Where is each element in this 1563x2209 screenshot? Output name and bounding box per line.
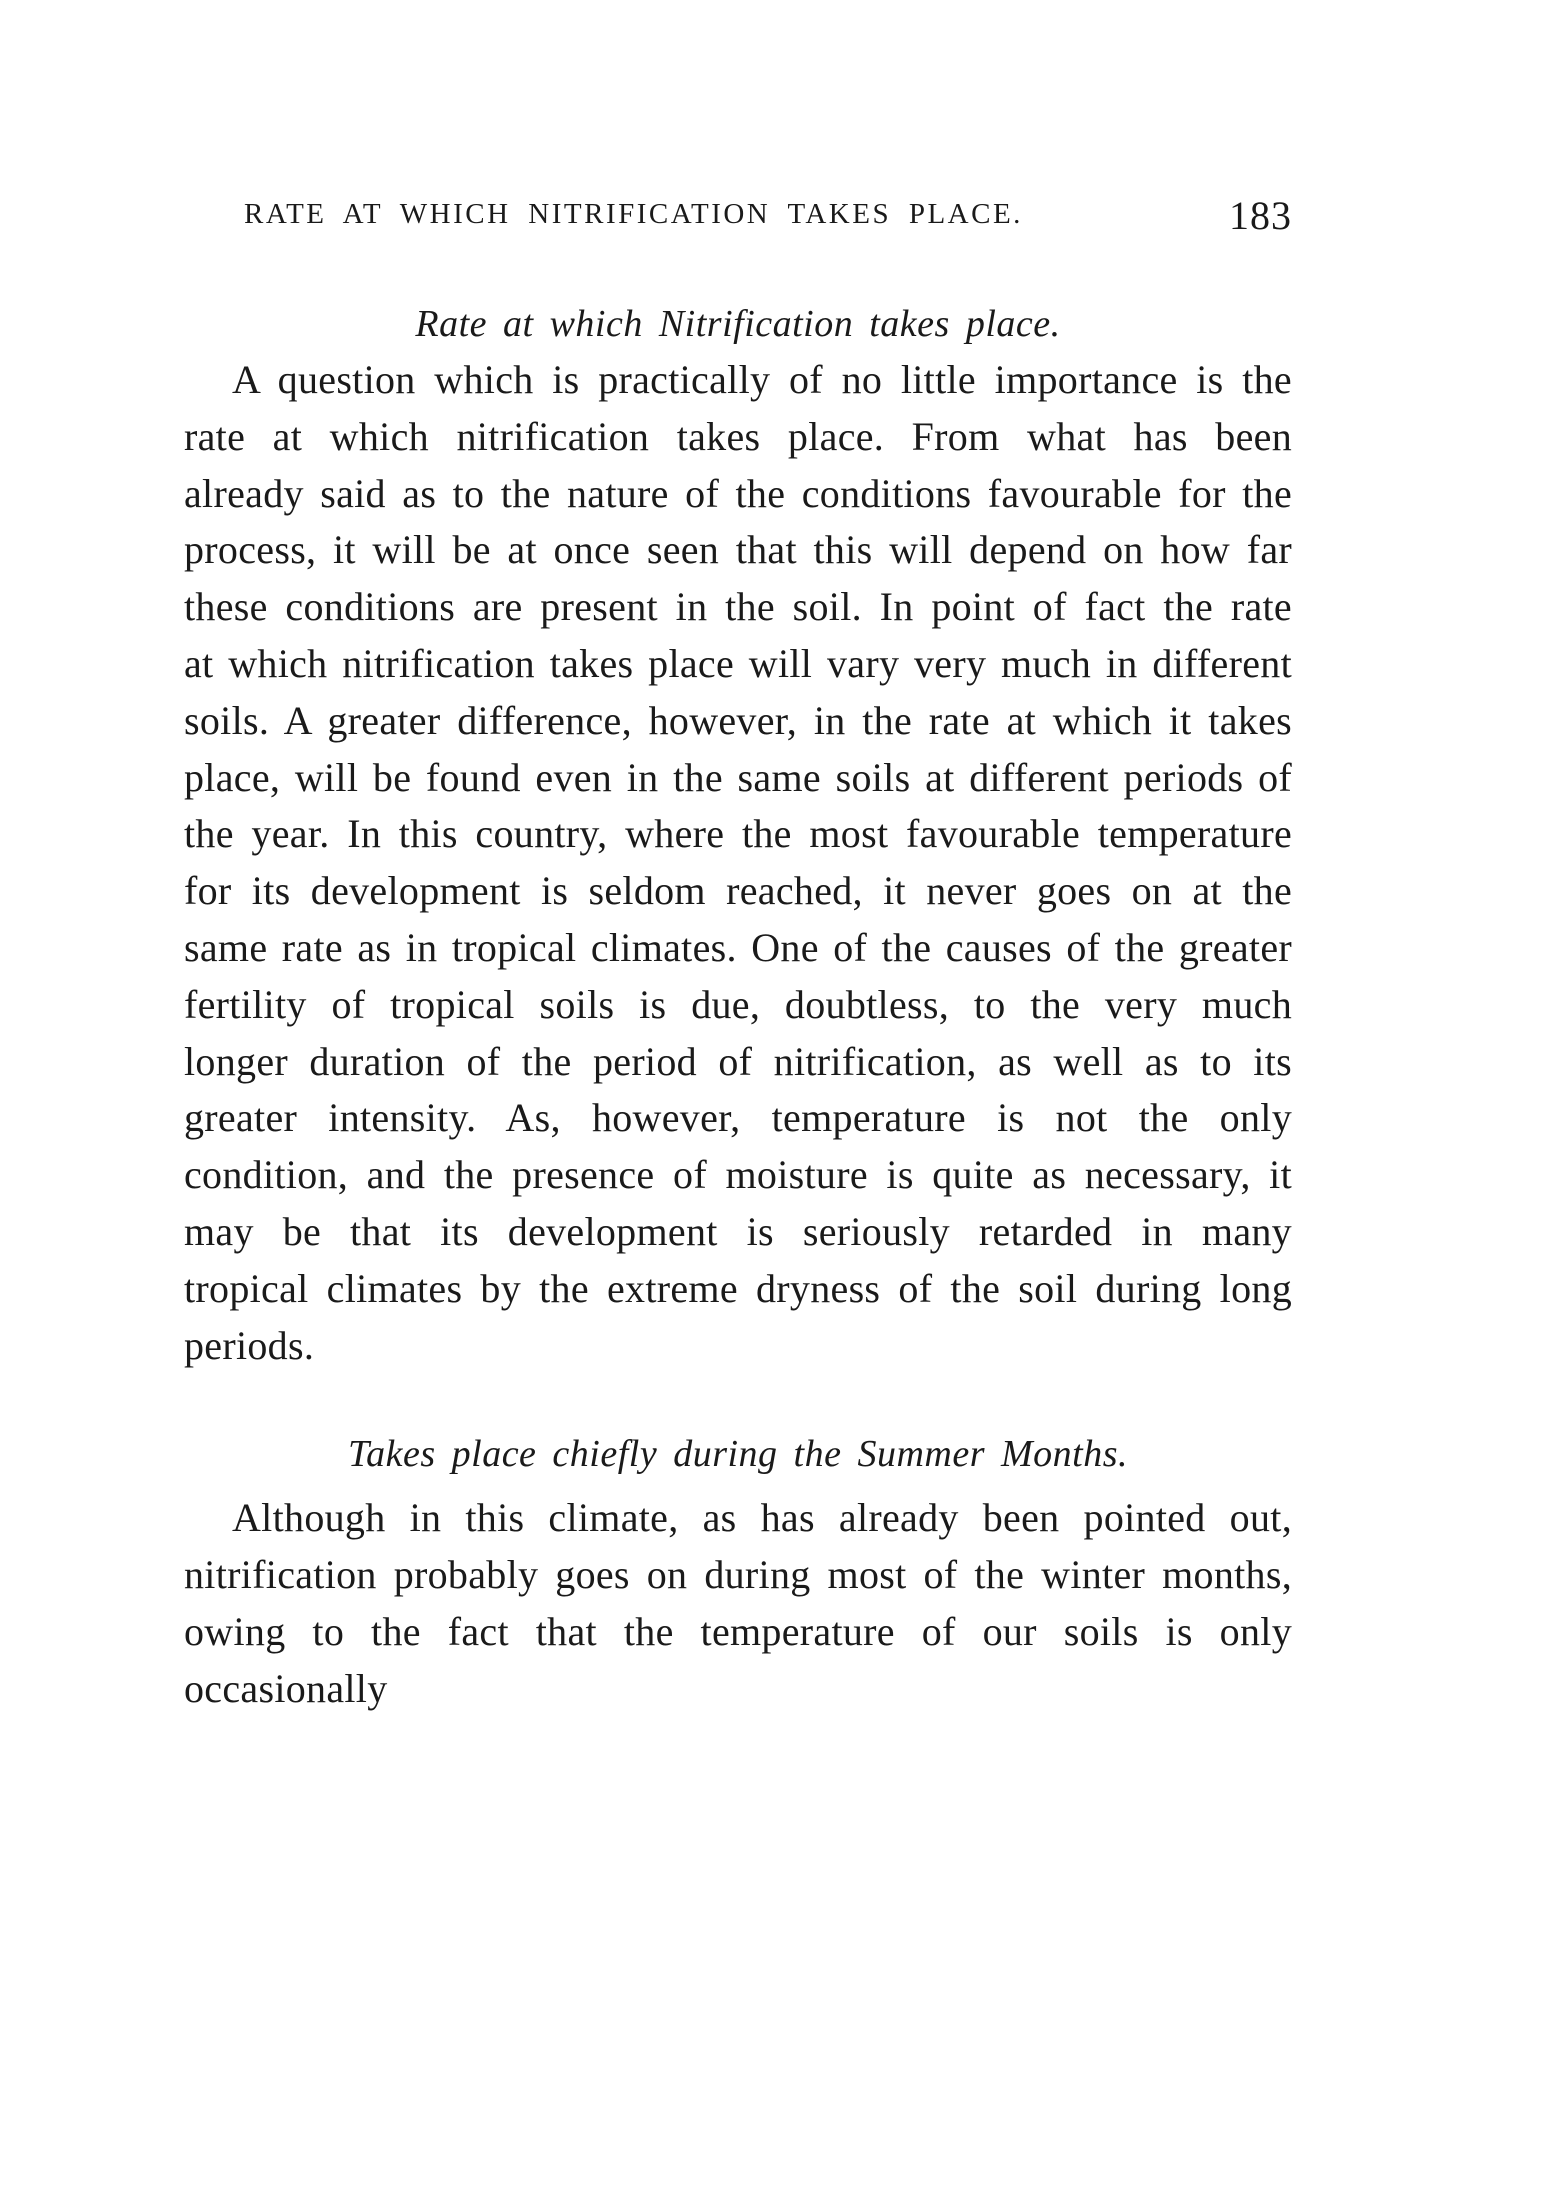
section-heading-rate: Rate at which Nitrification takes place.	[415, 303, 1061, 345]
paragraph-summer: Although in this climate, as has already been pointed out, nitrification probably goes on during most of the winter months, owing to the fact that the temperature of our soils is only occasionally	[184, 1495, 1292, 1711]
page-number: 183	[1229, 193, 1292, 238]
paragraph-rate: A question which is practically of no little importance is the rate at which nitrification takes place. From what has been already said as to the nature of the conditions favourable for the process, it will be at once seen that this will depend on how far these conditions are present in the soil. In point of fact the rate at which nitrification takes place will vary very much in different soils. A greater difference, however, in the rate at which it takes place, will be found even in the same soils at different periods of the year. In this country, where the most favourable temperature for its development is seldom reached, it never goes on at the same rate as in tropical climates. One of the causes of the greater fertility of tropical soils is due, doubtless, to the very much longer duration of the period of nitrification, as well as to its greater intensity. As, however, temperature is not the only condition, and the presence of moisture is quite as necessary, it may be that its development is seriously retarded in many tropical climates by the extreme dryness of the soil during long periods.	[184, 357, 1292, 1368]
book-page	[184, 150, 1292, 1718]
running-head	[184, 193, 1292, 268]
running-title: RATE AT WHICH NITRIFICATION TAKES PLACE.	[244, 198, 1023, 230]
section-heading-summer: Takes place chiefly during the Summer Months.	[347, 1433, 1129, 1476]
